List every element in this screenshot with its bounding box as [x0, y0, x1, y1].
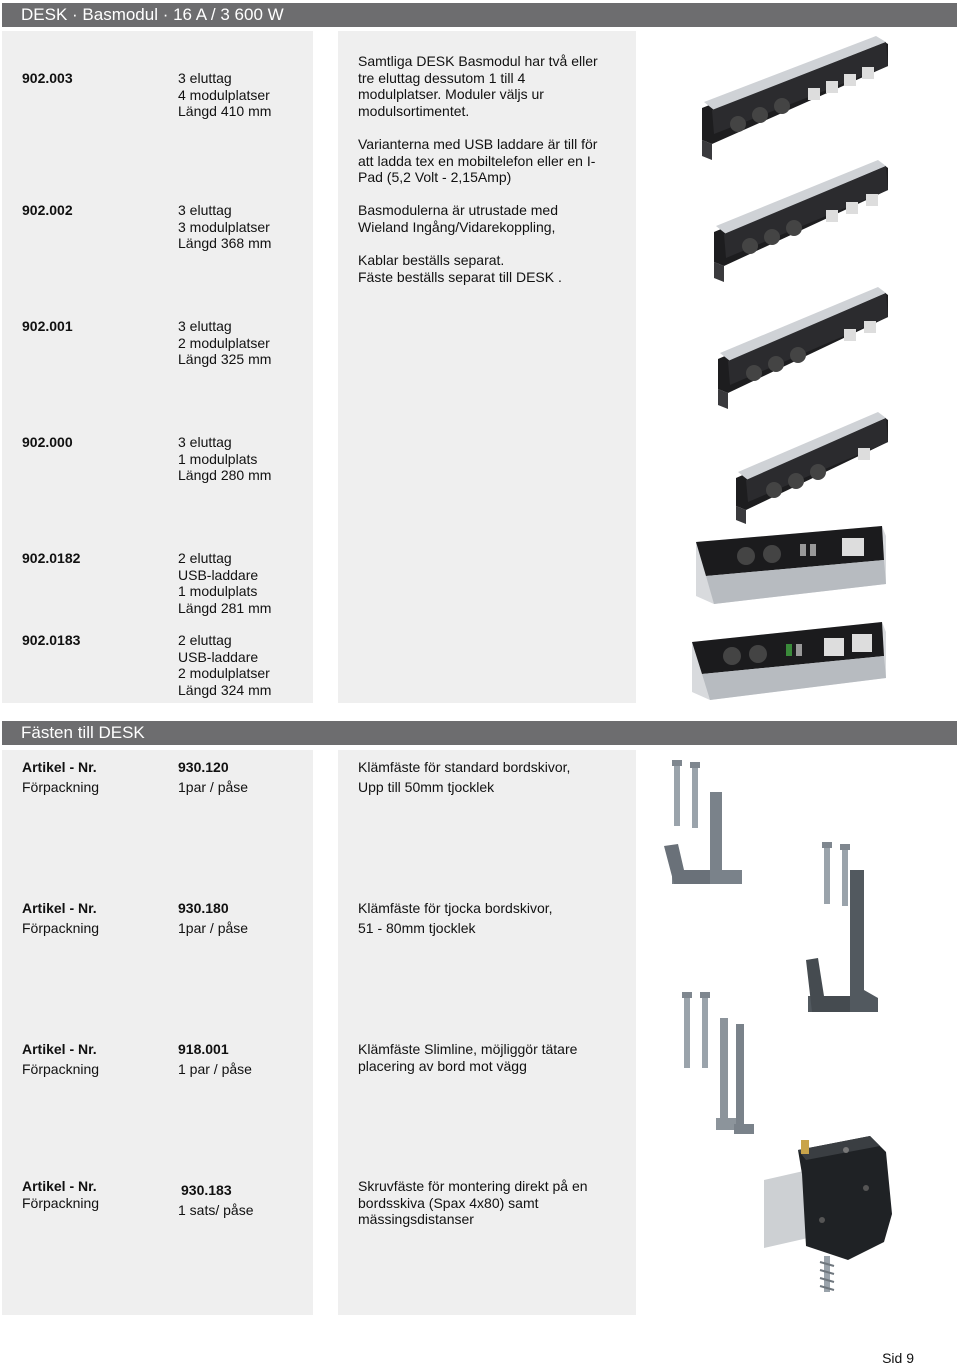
module-code: 902.001: [22, 318, 73, 334]
description-paragraph: Varianterna med USB laddare är till för att ladda tex en mobiltelefon eller en I- Pad (5,2 Volt - 2,15Amp): [358, 136, 598, 186]
module-code: 902.000: [22, 434, 73, 450]
module-code: 902.0183: [22, 632, 81, 648]
clamp-thick-image: [804, 840, 880, 1016]
section-title: DESK · Basmodul · 16 A / 3 600 W: [21, 5, 284, 24]
article-number: 930.183: [181, 1182, 232, 1198]
pack-label: Förpackning: [22, 1061, 100, 1077]
item-description: Klämfäste Slimline, möjliggör tätare placering av bord mot vägg: [358, 1041, 578, 1074]
section-header-basmodul: [2, 3, 957, 27]
description-paragraph: Kablar beställs separat. Fäste beställs separat till DESK .: [358, 252, 562, 285]
module-specs: 3 eluttag 2 modulplatser Längd 325 mm: [178, 318, 272, 368]
item-description: Klämfäste för tjocka bordskivor,: [358, 900, 553, 916]
pack-label: Förpackning: [22, 920, 100, 936]
desk-module-image-3: [710, 160, 890, 282]
screw-bracket-image: [762, 1130, 894, 1294]
item-description-2: Upp till 50mm tjocklek: [358, 779, 495, 795]
pack-value: 1par / påse: [178, 920, 249, 936]
desk-usb-module-image-1: [696, 526, 888, 604]
item-description-2: 51 - 80mm tjocklek: [358, 920, 476, 936]
module-specs: 3 eluttag 1 modulplats Längd 280 mm: [178, 434, 272, 484]
description-panel-fasten: [338, 750, 636, 1315]
left-panel-fasten: [2, 750, 313, 1315]
article-number: 930.120: [178, 759, 229, 775]
section-header-fasten: [2, 721, 957, 745]
item-description: Skruvfäste för montering direkt på en bordsskiva (Spax 4x80) samt mässingsdistanser: [358, 1178, 588, 1228]
clamp-slimline-image: [676, 988, 756, 1138]
desk-module-image-4: [698, 36, 890, 160]
artikel-label: Artikel - Nr.: [22, 900, 97, 916]
pack-label: Förpackning: [22, 1195, 100, 1211]
pack-value: 1 sats/ påse: [178, 1202, 254, 1218]
module-code: 902.0182: [22, 550, 81, 566]
desk-module-image-2: [714, 287, 890, 409]
artikel-label: Artikel - Nr.: [22, 759, 97, 775]
desk-module-image-1: [732, 412, 890, 524]
description-paragraph: Basmodulerna är utrustade med Wieland Ingång/Vidarekoppling,: [358, 202, 558, 235]
pack-value: 1par / påse: [178, 779, 249, 795]
description-paragraph: Samtliga DESK Basmodul har två eller tre eluttag dessutom 1 till 4 modulplatser. Moduler väljs ur modulsortimentet.: [358, 53, 598, 119]
module-specs: 3 eluttag 3 modulplatser Längd 368 mm: [178, 202, 272, 252]
artikel-label: Artikel - Nr.: [22, 1178, 97, 1194]
pack-label: Förpackning: [22, 779, 100, 795]
module-specs: 2 eluttag USB-laddare 1 modulplats Längd 281 mm: [178, 550, 272, 616]
desk-usb-module-image-2: [692, 622, 888, 700]
article-number: 930.180: [178, 900, 229, 916]
clamp-standard-image: [660, 758, 750, 888]
page-number: Sid 9: [882, 1350, 914, 1366]
module-specs: 2 eluttag USB-laddare 2 modulplatser Längd 324 mm: [178, 632, 272, 698]
module-code: 902.003: [22, 70, 73, 86]
artikel-label: Artikel - Nr.: [22, 1041, 97, 1057]
article-number: 918.001: [178, 1041, 229, 1057]
item-description: Klämfäste för standard bordskivor,: [358, 759, 571, 775]
description-panel: [338, 31, 636, 703]
module-specs: 3 eluttag 4 modulplatser Längd 410 mm: [178, 70, 272, 120]
pack-value: 1 par / påse: [178, 1061, 252, 1077]
section-title: Fästen till DESK: [21, 723, 145, 742]
module-code: 902.002: [22, 202, 73, 218]
